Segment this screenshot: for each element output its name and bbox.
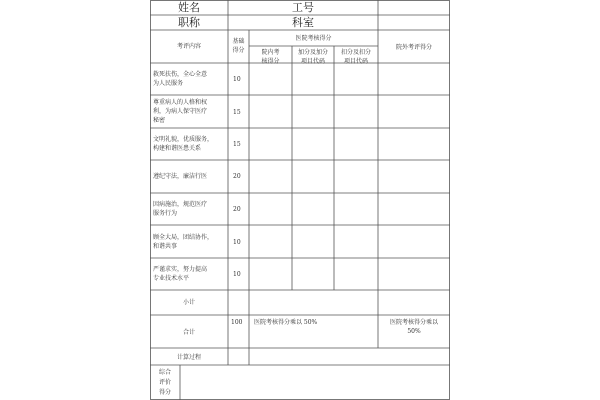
base-score-header: 基础 得分 [232, 38, 245, 54]
item-content: 文明礼貌，优质服务， 构建和谐医患关系 [153, 136, 214, 152]
item-base-score: 10 [233, 271, 241, 278]
item-content: 严谨求实，努力提高 专业技术水平 [153, 266, 208, 282]
job-number-label: 工号 [292, 1, 314, 14]
department-label: 科室 [292, 16, 314, 29]
item-base-score: 10 [233, 239, 241, 246]
item-base-score: 15 [233, 109, 241, 116]
hospital-formula: 医院考核得分乘以 50% [254, 319, 318, 326]
overall-score-label: 综合 评价 得分 [158, 369, 171, 396]
item-base-score: 15 [233, 141, 241, 148]
item-content: 顾全大局，团结协作， 和谐共事 [153, 234, 214, 250]
add-codes-header: 加分及加分 项目代码 [297, 49, 328, 65]
name-label: 姓名 [178, 1, 200, 14]
total-label: 合计 [182, 329, 195, 336]
item-content: 遵纪守法，廉洁行医 [153, 173, 208, 180]
appraisal-form [150, 0, 450, 400]
hospital-score-header: 院内考 核得分 [261, 49, 280, 65]
item-base-score: 20 [233, 173, 241, 180]
calculation-label: 计算过程 [176, 354, 201, 361]
deduct-codes-header: 扣分及扣分 项目代码 [340, 49, 371, 65]
item-content: 因病施治，规范医疗 服务行为 [153, 201, 208, 217]
external-formula: 医院考核得分乘以 50% [389, 319, 438, 335]
external-score-header: 院外考评得分 [395, 44, 432, 51]
subtotal-label: 小计 [182, 299, 195, 306]
item-content: 尊重病人的人格和权 利，为病人保守医疗 秘密 [153, 99, 208, 124]
hospital-score-group-header: 医院考核得分 [295, 35, 332, 42]
item-base-score: 10 [233, 76, 241, 83]
title-label: 职称 [178, 16, 200, 29]
total-base-score: 100 [231, 319, 243, 326]
item-base-score: 20 [233, 206, 241, 213]
content-header: 考评内容 [176, 43, 201, 50]
item-content: 救死扶伤，全心全意 为人民服务 [153, 71, 208, 87]
